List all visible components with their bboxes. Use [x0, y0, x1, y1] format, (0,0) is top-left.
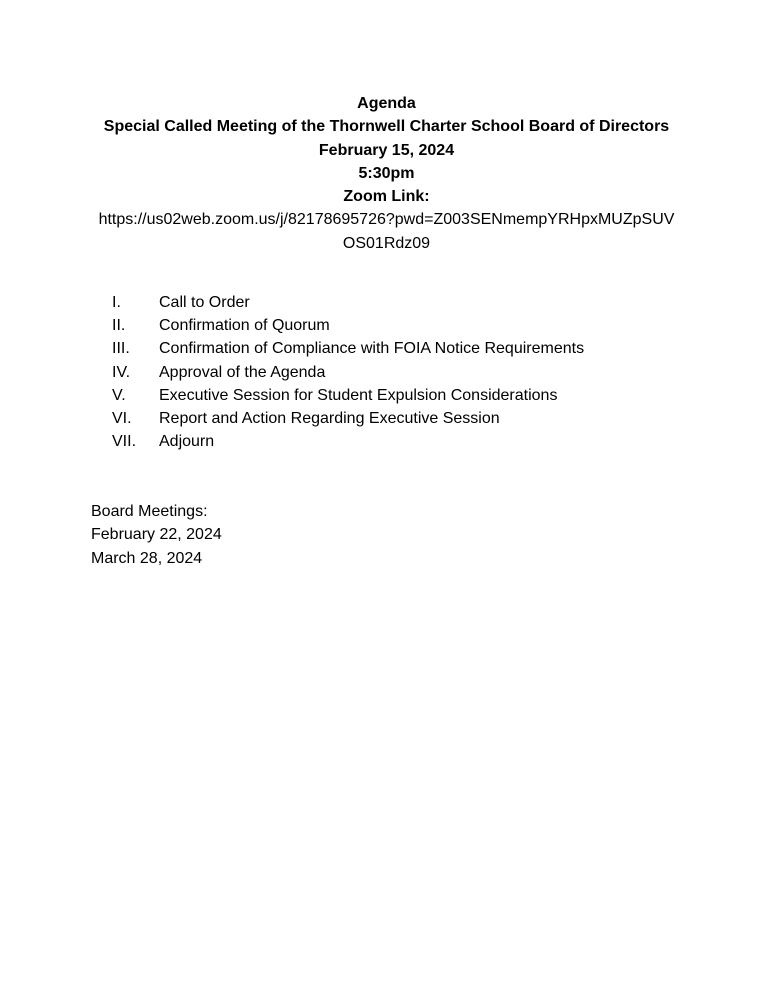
- agenda-item: [112, 407, 712, 430]
- agenda-item: [112, 337, 712, 360]
- agenda-item-number: V.: [112, 386, 126, 404]
- agenda-item: [112, 430, 712, 453]
- agenda-item-number: III.: [112, 340, 130, 358]
- agenda-item-label: Executive Session for Student Expulsion Considerations: [159, 386, 558, 404]
- agenda-item-label: Call to Order: [159, 294, 250, 311]
- zoom-url-line-1: https://us02web.zoom.us/j/82178695726?pwd=Z003SENmempYRHpxMUZpSUV: [98, 211, 675, 229]
- zoom-label: Zoom Link:: [343, 188, 430, 206]
- agenda-item: [112, 291, 712, 314]
- agenda-header: [90, 92, 683, 255]
- meeting-date: February 15, 2024: [318, 141, 455, 159]
- board-meeting-date: February 22, 2024: [91, 526, 222, 544]
- agenda-item: [112, 314, 712, 337]
- board-meetings-heading: Board Meetings:: [91, 503, 208, 520]
- agenda-item: [112, 361, 712, 384]
- agenda-list: [112, 291, 712, 453]
- meeting-time: 5:30pm: [358, 164, 415, 182]
- agenda-item-number: IV.: [112, 363, 131, 381]
- agenda-item-number: VI.: [112, 409, 132, 427]
- zoom-url-line-2: OS01Rdz09: [342, 234, 431, 252]
- agenda-item-label: Report and Action Regarding Executive Session: [159, 409, 500, 427]
- agenda-item-number: I.: [112, 294, 121, 311]
- agenda-item-number: VII.: [112, 433, 137, 451]
- agenda-item-label: Confirmation of Compliance with FOIA Notice Requirements: [159, 340, 585, 358]
- meeting-name: Special Called Meeting of the Thornwell Charter School Board of Directors: [103, 118, 670, 136]
- agenda-title: Agenda: [357, 95, 416, 112]
- board-meetings-section: [91, 500, 491, 570]
- agenda-item-label: Adjourn: [159, 433, 215, 451]
- agenda-item-label: Confirmation of Quorum: [159, 317, 330, 335]
- board-meeting-date: March 28, 2024: [91, 549, 203, 567]
- agenda-item: [112, 384, 712, 407]
- agenda-item-number: II.: [112, 317, 126, 335]
- agenda-item-label: Approval of the Agenda: [159, 363, 326, 381]
